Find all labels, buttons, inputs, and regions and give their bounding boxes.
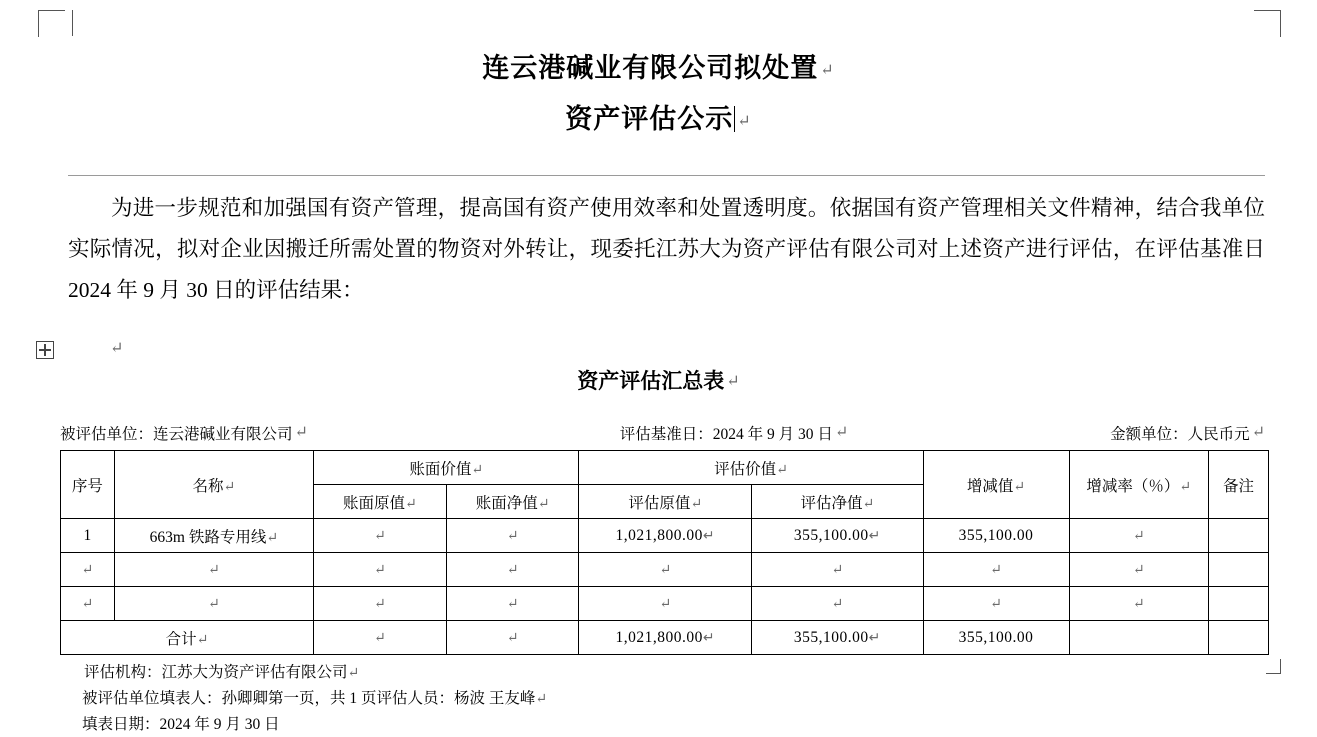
cell-change-value — [923, 519, 1069, 553]
appraised-unit-value: 连云港碱业有限公司 — [153, 426, 293, 443]
cell-name — [114, 587, 313, 621]
paragraph-mark-icon: ↵ — [820, 60, 835, 79]
paragraph-mark-icon: ↵ — [294, 424, 308, 441]
cell-name-text: 663m 铁路专用线 — [149, 528, 267, 546]
base-date-label: 评估基准日： — [619, 426, 713, 443]
paragraph-mark-icon: ↵ — [506, 596, 519, 612]
cell-seq — [61, 519, 115, 553]
paragraph-mark-icon: ↵ — [776, 462, 788, 478]
paragraph-mark-icon: ↵ — [862, 496, 875, 512]
header-book-value-text: 账面价值 — [409, 460, 472, 478]
cell-total-label — [61, 621, 314, 655]
cell-name — [114, 519, 313, 553]
cell-total-label-text: 合计 — [165, 630, 197, 648]
header-remark — [1208, 451, 1268, 519]
horizontal-rule — [68, 175, 1265, 176]
header-book-original — [314, 485, 447, 519]
cell-total-change-value-text: 355,100.00 — [958, 628, 1034, 646]
asset-appraisal-summary-table — [60, 450, 1269, 655]
cell-total-book-net — [446, 621, 579, 655]
header-name-text: 名称 — [192, 477, 224, 495]
cell-book-net — [446, 553, 579, 587]
paragraph-mark-icon: ↵ — [1179, 479, 1192, 495]
paragraph-mark-icon: ↵ — [1132, 596, 1145, 612]
paragraph-mark-icon: ↵ — [990, 562, 1002, 578]
header-appraised-net-text: 评估净值 — [800, 494, 863, 512]
paragraph-mark-icon: ↵ — [374, 596, 386, 612]
cell-book-net — [446, 519, 579, 553]
table-meta-row — [60, 422, 1269, 444]
paragraph-mark-icon: ↵ — [737, 111, 752, 130]
header-seq-text: 序号 — [71, 477, 103, 495]
paragraph-mark-icon: ↵ — [506, 528, 519, 544]
table-header-row-1 — [61, 451, 1269, 485]
paragraph-mark-icon: ↵ — [537, 496, 550, 512]
cell-total-appraised-original — [579, 621, 752, 655]
appraised-unit-label: 被评估单位： — [60, 426, 154, 443]
paragraph-mark-icon: ↵ — [223, 479, 236, 495]
paragraph-mark-icon: ↵ — [1132, 562, 1145, 578]
table-row — [61, 553, 1269, 587]
paragraph-mark-icon: ↵ — [506, 562, 519, 578]
cell-appraised-net — [752, 553, 923, 587]
header-change-rate-text: 增减率（％） — [1086, 477, 1180, 495]
footer-line-3-text: 填表日期：2024 年 9 月 30 日 — [82, 716, 280, 733]
cell-total-appraised-net-text: 355,100.00 — [793, 628, 869, 646]
cell-appraised-original — [579, 553, 752, 587]
cell-total-remark — [1208, 621, 1268, 655]
document-title-line-1 — [0, 44, 1317, 95]
cell-remark — [1208, 553, 1268, 587]
header-change-value-text: 增减值 — [966, 477, 1014, 495]
paragraph-mark-icon: ↵ — [266, 530, 279, 546]
cell-book-original — [314, 587, 447, 621]
paragraph-mark-icon: ↵ — [81, 562, 94, 578]
paragraph-mark-icon: ↵ — [207, 562, 220, 578]
paragraph-mark-icon: ↵ — [990, 596, 1002, 612]
paragraph-mark-icon: ↵ — [506, 630, 519, 646]
table-title — [0, 365, 1317, 395]
page-corner-mark-top-left-secondary — [72, 10, 99, 36]
paragraph-mark-icon: ↵ — [81, 596, 94, 612]
header-appraised-net — [752, 485, 923, 519]
paragraph-mark-icon: ↵ — [405, 496, 417, 512]
header-name — [114, 451, 313, 519]
cell-book-original — [314, 519, 447, 553]
currency-unit-label: 金额单位： — [1110, 426, 1188, 443]
document-title-block — [0, 44, 1317, 146]
header-change-rate — [1069, 451, 1208, 519]
cell-appraised-original — [579, 519, 752, 553]
table-total-row — [61, 621, 1269, 655]
cell-seq-text: 1 — [83, 526, 92, 544]
paragraph-mark-icon: ↵ — [535, 692, 548, 707]
cell-change-rate — [1069, 519, 1208, 553]
paragraph-mark-icon: ↵ — [374, 562, 386, 578]
cell-appraised-original-text: 1,021,800.00 — [615, 526, 703, 544]
cell-appraised-net — [752, 587, 923, 621]
header-appraised-value — [579, 451, 923, 485]
cell-total-book-original — [314, 621, 447, 655]
cell-name — [114, 553, 313, 587]
cell-remark — [1208, 587, 1268, 621]
header-book-net — [446, 485, 579, 519]
cell-book-net — [446, 587, 579, 621]
base-date-value: 2024 年 9 月 30 日 — [712, 426, 833, 443]
cell-appraised-net — [752, 519, 923, 553]
paragraph-mark-icon: ↵ — [1013, 479, 1026, 495]
document-title-line-2 — [0, 95, 1317, 146]
footer-line-1-text: 评估机构：江苏大为资产评估有限公司 — [84, 664, 348, 681]
paragraph-mark-icon: ↵ — [702, 528, 716, 544]
header-appraised-original-text: 评估原值 — [628, 494, 691, 512]
cell-appraised-original — [579, 587, 752, 621]
intro-paragraph: 为进一步规范和加强国有资产管理，提高国有资产使用效率和处置透明度。依据国有资产管理相关文件精神，结合我单位实际情况，拟对企业因搬迁所需处置的物资对外转让，现委托江苏大为资产评估有限公司对上述资产进行评估，在评估基准日 2024 年 9 月 30 日的评估结果： — [68, 196, 1265, 302]
footer-line-3 — [82, 712, 547, 737]
cell-change-rate — [1069, 553, 1208, 587]
paragraph-mark-icon: ↵ — [831, 596, 844, 612]
paragraph-mark-icon: ↵ — [868, 528, 881, 544]
cell-change-value-text: 355,100.00 — [958, 526, 1034, 544]
cell-change-value — [923, 553, 1069, 587]
paragraph-mark-icon: ↵ — [374, 630, 386, 646]
paragraph-mark-icon: ↵ — [110, 340, 124, 357]
paragraph-mark-icon: ↵ — [347, 666, 360, 681]
appraised-unit — [60, 422, 308, 444]
paragraph-mark-icon: ↵ — [868, 630, 881, 646]
table-row — [61, 519, 1269, 553]
currency-unit — [1110, 422, 1269, 444]
table-footer — [82, 660, 547, 737]
document-title-line-2-text: 资产评估公示 — [565, 104, 734, 135]
text-cursor — [734, 106, 735, 132]
paragraph-mark-icon: ↵ — [659, 562, 672, 578]
cell-total-change-rate — [1069, 621, 1208, 655]
paragraph-mark-icon: ↵ — [374, 528, 386, 544]
footer-line-2-text: 被评估单位填表人：孙卿卿第一页，共 1 页评估人员：杨波 王友峰 — [82, 690, 536, 707]
header-appraised-value-text: 评估价值 — [714, 460, 777, 478]
cell-total-appraised-original-text: 1,021,800.00 — [615, 628, 703, 646]
cell-change-rate — [1069, 587, 1208, 621]
page-corner-mark-bottom-right — [1266, 659, 1281, 674]
move-handle-icon[interactable] — [36, 341, 54, 359]
header-book-net-text: 账面净值 — [475, 494, 538, 512]
header-appraised-original — [579, 485, 752, 519]
page-corner-mark-top-right — [1254, 10, 1281, 37]
paragraph-mark-icon: ↵ — [1251, 424, 1265, 441]
header-seq — [61, 451, 115, 519]
cell-seq — [61, 553, 115, 587]
header-remark-text: 备注 — [1222, 477, 1254, 495]
paragraph-mark-icon: ↵ — [1132, 528, 1145, 544]
base-date — [620, 422, 849, 444]
table-title-text: 资产评估汇总表 — [577, 368, 725, 393]
footer-line-1 — [82, 660, 547, 686]
paragraph-mark-icon: ↵ — [207, 596, 220, 612]
paragraph-mark-icon: ↵ — [834, 424, 849, 441]
paragraph-mark-icon: ↵ — [726, 371, 740, 390]
currency-unit-value: 人民币元 — [1187, 426, 1250, 443]
table-row — [61, 587, 1269, 621]
paragraph-mark-icon: ↵ — [659, 596, 672, 612]
paragraph-mark-icon: ↵ — [471, 462, 484, 478]
cell-appraised-net-text: 355,100.00 — [793, 526, 869, 544]
cell-remark — [1208, 519, 1268, 553]
paragraph-mark-icon: ↵ — [702, 630, 716, 646]
paragraph-mark-icon: ↵ — [690, 496, 703, 512]
cell-total-appraised-net — [752, 621, 923, 655]
cell-book-original — [314, 553, 447, 587]
header-book-value — [314, 451, 579, 485]
cell-seq — [61, 587, 115, 621]
header-change-value — [923, 451, 1069, 519]
cell-change-value — [923, 587, 1069, 621]
header-book-original-text: 账面原值 — [343, 494, 406, 512]
document-title-line-1-text: 连云港碱业有限公司拟处置 — [482, 53, 819, 84]
paragraph-mark-icon: ↵ — [831, 562, 844, 578]
page-corner-mark-top-left — [38, 10, 65, 37]
paragraph-mark-icon: ↵ — [196, 632, 209, 648]
footer-line-2 — [82, 686, 547, 712]
cell-total-change-value — [923, 621, 1069, 655]
